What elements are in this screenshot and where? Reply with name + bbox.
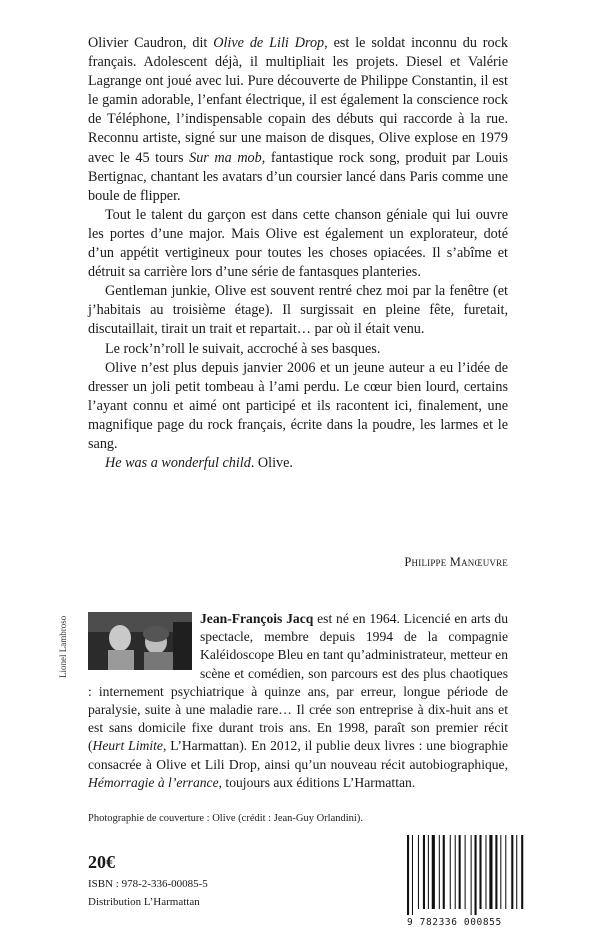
blurb-paragraph: Olive n’est plus depuis janvier 2006 et un jeune auteur a eu l’idée de dresser un joli petit tombeau à l’ami perdu. Le cœur bien lourd, certains l’ayant connu et aimé ont participé et ils racontent ici, finalement, une magnifique page du rock français, écrite dans la poudre, les larmes et le sang.: [88, 359, 508, 452]
barcode: [405, 835, 525, 915]
barcode-bar: [516, 835, 517, 909]
book-title: Heurt Limite: [92, 738, 163, 754]
barcode-bar: [489, 835, 492, 909]
barcode-bar: [465, 835, 466, 909]
author-name: Jean-François Jacq: [200, 611, 314, 626]
blurb-paragraph: Tout le talent du garçon est dans cette chanson géniale qui lui ouvre les portes d’une major. Mais Olive est également un explorateur, doté d’un appétit vertigineux pour toutes les choses opiacées. Il s’abîme et détruit sa carrière lors d’une série de fantasques planteries.: [88, 206, 508, 281]
bio-text: , toujours aux éditions L’Harmattan.: [218, 774, 416, 790]
distribution: Distribution L’Harmattan: [88, 896, 200, 908]
barcode-bar: [479, 835, 481, 909]
barcode-bar: [423, 835, 425, 909]
signature: [88, 555, 508, 570]
blurb: [88, 34, 508, 473]
barcode-bar: [521, 835, 523, 909]
blurb-text: . Olive.: [250, 455, 293, 472]
barcode-bar: [500, 835, 501, 909]
blurb-paragraph: [88, 454, 508, 473]
artist-name: Olive de Lili Drop: [213, 35, 325, 51]
barcode-bar: [505, 835, 506, 909]
photo-credit: Lionel Lambroso: [58, 615, 68, 678]
barcode-bar: [511, 835, 513, 909]
barcode-bar: [471, 835, 472, 915]
photo-spacer: [88, 610, 200, 670]
barcode-bar: [428, 835, 429, 909]
barcode-bar: [432, 835, 435, 909]
blurb-paragraph: Gentleman junkie, Olive est souvent rentré chez moi par la fenêtre (et j’habitais au troisième étage). Il surgissait en pleine fête, furetait, discutaillait, tirait un trait et repartait… par où il était venu.: [88, 283, 508, 338]
blurb-paragraph: [88, 34, 508, 206]
barcode-bar: [443, 835, 445, 909]
barcode-bar: [485, 835, 486, 909]
bio-text: est né en 1964. Licencié en arts du spectacle, membre depuis 1994 de la compagnie Kaléidoscope Bleu en tant qu’administrateur, metteur en scène et comédien, son parcours est des plus chaotiques : internement psychiatrique à quinze ans, par erreur, longue période de paralysie, suite à une maladie rare… Il crée son entreprise à dix-huit ans et est sans domicile fixe durant trois ans. En 1998, paraît son premier récit (: [88, 611, 508, 754]
blurb-text: , est le soldat inconnu du rock français. Adolescent déjà, il multipliait les projets. Diesel et Valérie Lagrange ont joué avec lui. Pure découverte de Philippe Constantin, il est le gamin adorable, l’enfant électrique, il est également la conscience rock de Téléphone, l’indispensable copain des débuts qui raccorde à la rue. Reconnu artiste, signé sur une maison de disques, Olive explose en 1979 avec le 45 tours: [88, 35, 509, 166]
barcode-bar: [495, 835, 497, 909]
barcode-bar: [475, 835, 477, 915]
bio-text: , L’Harmattan). En 2012, il publie deux livres : une biographie consacrée à Olive et Lili Drop, ainsi qu’un nouveau récit autobiographique,: [88, 738, 509, 772]
author-bio: [88, 610, 508, 792]
barcode-bar: [459, 835, 461, 909]
barcode-bar: [412, 835, 413, 915]
signature-text: Philippe Manœuvre: [404, 555, 508, 569]
barcode-bar: [418, 835, 419, 909]
quote: He was a wonderful child: [105, 455, 251, 472]
barcode-bar: [407, 835, 409, 915]
book-title: Hémorragie à l’errance: [88, 774, 219, 790]
cover-photo-credit: Photographie de couverture : Olive (crédit : Jean-Guy Orlandini).: [88, 813, 363, 824]
blurb-text: , fantastique rock song, produit par Louis Bertignac, chantant les avatars d’un coursier lancé dans Paris comme une boule de flipper.: [88, 149, 508, 204]
isbn: ISBN : 978-2-336-00085-5: [88, 878, 208, 890]
price: 20€: [88, 852, 115, 872]
barcode-bar: [455, 835, 456, 909]
barcode-digits: 9 782336 000855: [407, 917, 502, 928]
barcode-bar: [450, 835, 451, 909]
blurb-paragraph: Le rock’n’roll le suivait, accroché à ses basques.: [105, 340, 381, 357]
barcode-bar: [439, 835, 440, 909]
blurb-text: Olivier Caudron, dit: [88, 35, 214, 51]
song-title: Sur ma mob: [189, 149, 262, 166]
